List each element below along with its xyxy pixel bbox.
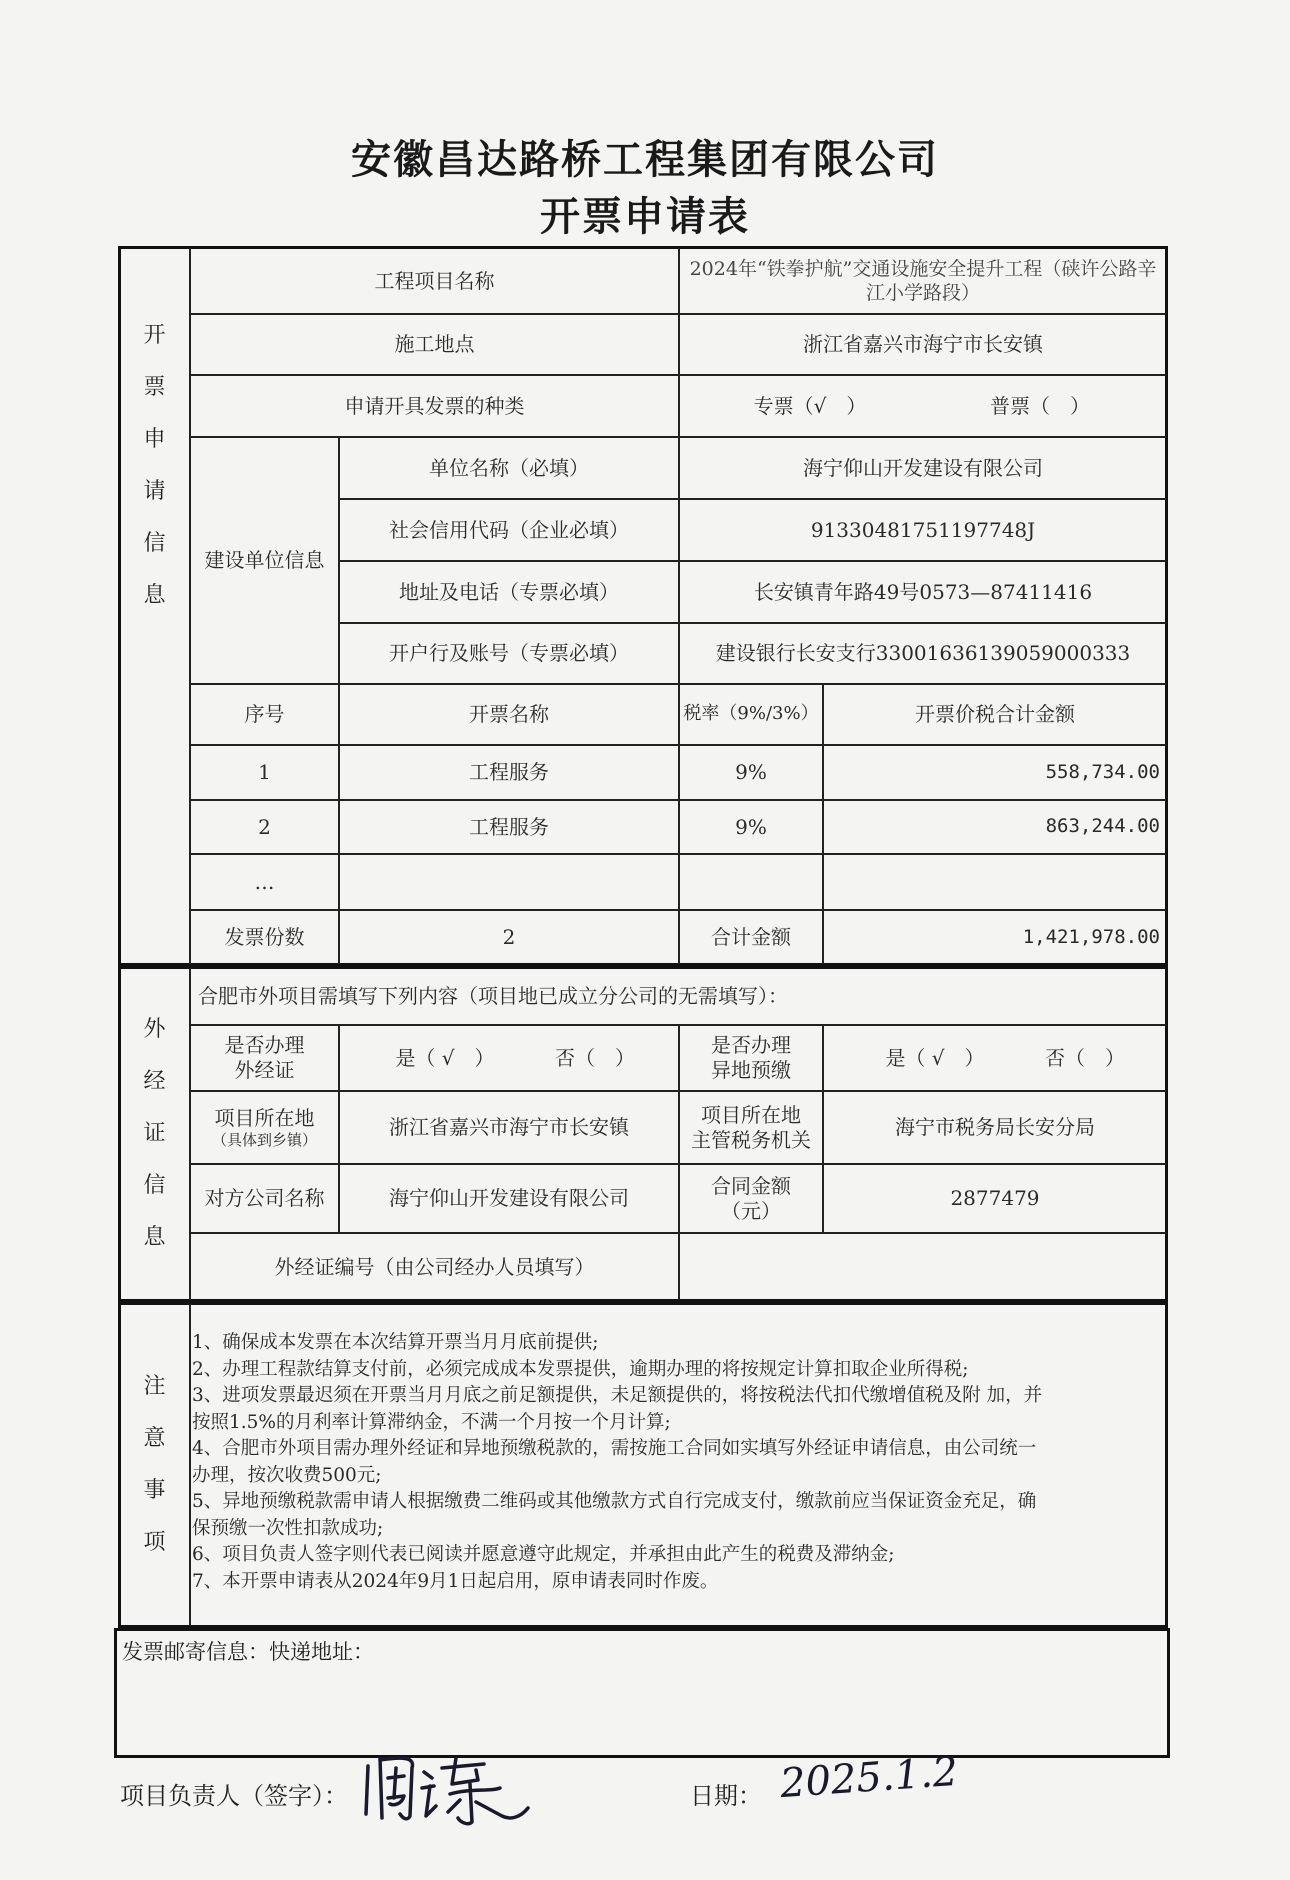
note-line: 2、办理工程款结算支付前，必须完成成本发票提供，逾期办理的将按规定计算扣取企业所得税; <box>192 1358 969 1380</box>
cert-question-label: 是否办理 外经证 <box>224 1033 305 1082</box>
table-row-3-amount <box>824 855 1166 909</box>
table-row-3-name <box>340 855 678 909</box>
builder-info-label: 建设单位信息 <box>204 548 325 572</box>
normal-invoice-option: 普票（ ） <box>990 393 1090 418</box>
site-label: 施工地点 <box>394 332 475 356</box>
form-title: 开票申请表 <box>540 194 750 240</box>
signer-label: 项目负责人（签字）： <box>120 1782 348 1810</box>
column-header-no: 序号 <box>244 702 285 726</box>
table-row-2-no: 2 <box>258 814 271 839</box>
project-location-value: 浙江省嘉兴市海宁市长安镇 <box>389 1115 629 1139</box>
total-amount-value: 1,421,978.00 <box>1022 925 1160 948</box>
cert-section-side-label: 外 经 证 信 息 <box>143 1017 166 1250</box>
table-row-2-name: 工程服务 <box>469 814 549 839</box>
invoice-section-side-label: 开 票 申 请 信 息 <box>143 323 166 608</box>
tax-office-label: 项目所在地 主管税务机关 <box>691 1102 811 1152</box>
table-row-2-amount: 863,244.00 <box>1045 815 1160 838</box>
table-row-1-name: 工程服务 <box>469 760 549 784</box>
date-label: 日期： <box>690 1782 762 1810</box>
column-header-name: 开票名称 <box>469 702 549 726</box>
notes-section-side-label: 注 意 事 项 <box>143 1374 166 1555</box>
note-line: 按照1.5%的月利率计算滞纳金，不满一个月按一个月计算; <box>192 1411 671 1433</box>
cert-number-value <box>680 1234 1166 1300</box>
special-invoice-option: 专票（√ ） <box>753 393 867 418</box>
address-value: 长安镇青年路49号0573—87411416 <box>753 579 1093 604</box>
column-header-rate: 税率（9%/3%） <box>683 703 819 725</box>
counterparty-value: 海宁仰山开发建设有限公司 <box>389 1186 629 1210</box>
contract-amount-label: 合同金额 （元） <box>711 1173 791 1223</box>
total-amount-label: 合计金额 <box>711 925 791 949</box>
site-value: 浙江省嘉兴市海宁市长安镇 <box>803 332 1043 356</box>
table-row-2-rate: 9% <box>735 814 767 839</box>
column-header-amount: 开票价税合计金额 <box>915 702 1075 726</box>
company-name: 安徽昌达路桥工程集团有限公司 <box>351 137 939 183</box>
note-line: 6、项目负责人签字则代表已阅读并愿意遵守此规定，并承担由此产生的税费及滞纳金; <box>192 1544 895 1565</box>
address-label: 地址及电话（专票必填） <box>399 579 619 604</box>
cert-intro: 合肥市外项目需填写下列内容（项目地已成立分公司的无需填写）： <box>198 983 788 1008</box>
cert-no-option: 否（ ） <box>555 1045 635 1070</box>
invoice-type-label: 申请开具发票的种类 <box>344 393 525 418</box>
note-line: 7、本开票申请表从2024年9月1日起启用，原申请表同时作废。 <box>192 1570 719 1592</box>
note-line: 5、异地预缴税款需申请人根据缴费二维码或其他缴款方式自行完成支付，缴款前应当保证资金充足，确 <box>192 1491 1037 1512</box>
project-name-label: 工程项目名称 <box>374 269 495 293</box>
invoice-count-value: 2 <box>502 925 516 949</box>
bank-value: 建设银行长安支行33001636139059000333 <box>715 641 1131 665</box>
prepay-no-option: 否（ ） <box>1045 1045 1125 1070</box>
note-line: 保预缴一次性扣款成功; <box>192 1517 384 1539</box>
table-row-3-no: … <box>254 869 275 894</box>
table-row-1-no: 1 <box>258 760 271 784</box>
note-line: 办理，按次收费500元; <box>192 1464 382 1486</box>
notes-list <box>192 1330 1167 1595</box>
date-value: 2025.1.2 <box>778 1748 960 1808</box>
prepay-question-label: 是否办理 异地预缴 <box>711 1033 791 1082</box>
mailing-label: 发票邮寄信息：快递地址： <box>122 1640 374 1664</box>
signature <box>360 1748 560 1828</box>
table-row-1-amount: 558,734.00 <box>1045 760 1160 783</box>
counterparty-label: 对方公司名称 <box>204 1186 325 1210</box>
cert-yes-option: 是（ √ ） <box>395 1045 495 1070</box>
table-row-1-rate: 9% <box>735 760 767 784</box>
contract-amount-value: 2877479 <box>950 1186 1040 1210</box>
bank-label: 开户行及账号（专票必填） <box>389 641 629 665</box>
unit-name-value: 海宁仰山开发建设有限公司 <box>803 455 1043 480</box>
project-location-label: 项目所在地 （具体到乡镇） <box>211 1105 317 1149</box>
prepay-yes-option: 是（ √ ） <box>885 1045 985 1070</box>
tax-office-value: 海宁市税务局长安分局 <box>895 1115 1095 1139</box>
unit-name-label: 单位名称（必填） <box>429 455 589 480</box>
credit-code-label: 社会信用代码（企业必填） <box>389 517 629 542</box>
cert-number-label: 外经证编号（由公司经办人员填写） <box>274 1254 595 1279</box>
invoice-count-label: 发票份数 <box>224 925 305 949</box>
table-row-3-rate <box>680 855 822 909</box>
note-line: 1、确保成本发票在本次结算开票当月月底前提供; <box>192 1332 599 1353</box>
note-line: 3、进项发票最迟须在开票当月月底之前足额提供，未足额提供的，将按税法代扣代缴增值税及附 加，并 <box>192 1385 1043 1406</box>
project-name-value: 2024年“铁拳护航”交通设施安全提升工程（硖许公路辛江小学路段） <box>689 257 1157 304</box>
note-line: 4、合肥市外项目需办理外经证和异地预缴税款的，需按施工合同如实填写外经证申请信息，由公司统一 <box>192 1438 1037 1459</box>
credit-code-value: 91330481751197748J <box>810 517 1036 542</box>
